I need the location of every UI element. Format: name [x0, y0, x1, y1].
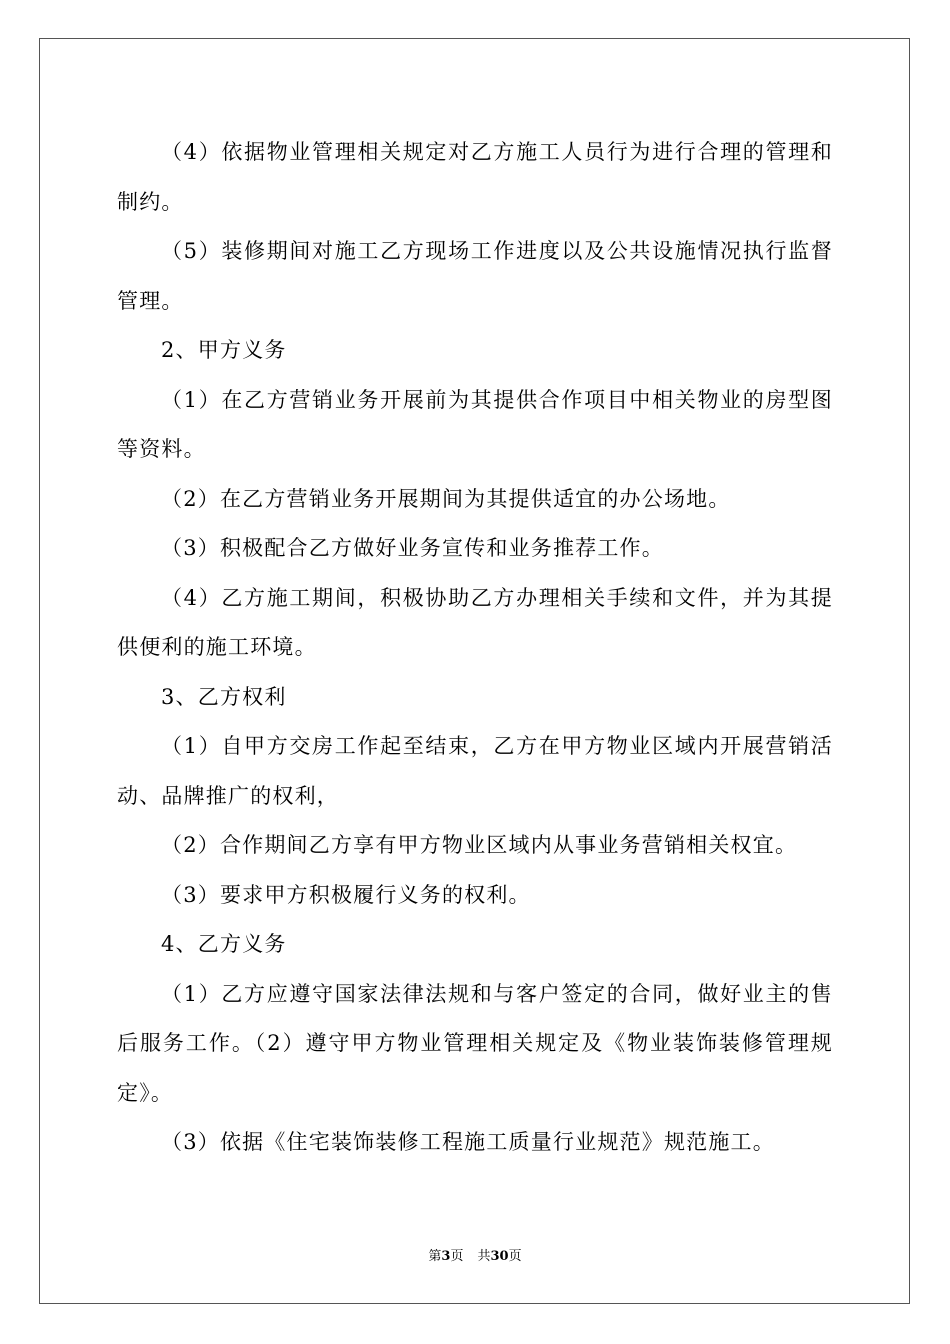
section-heading: 4、乙方义务 [161, 932, 287, 956]
paragraph: （4）依据物业管理相关规定对乙方施工人员行为进行合理的管理和制约。 [117, 140, 833, 214]
paragraph: （1）自甲方交房工作起至结束，乙方在甲方物业区域内开展营销活动、品牌推广的权利， [117, 734, 833, 808]
page-prefix: 第 [428, 1249, 442, 1264]
page-footer [0, 1248, 950, 1266]
page-current: 3 [441, 1249, 451, 1264]
paragraph: （3）依据《住宅装饰装修工程施工质量行业规范》规范施工。 [161, 1130, 775, 1154]
paragraph: （2）合作期间乙方享有甲方物业区域内从事业务营销相关权宜。 [161, 833, 798, 857]
paragraph: （5）装修期间对施工乙方现场工作进度以及公共设施情况执行监督管理。 [117, 239, 833, 313]
page-suffix: 页 [450, 1249, 464, 1264]
page-total: 30 [490, 1249, 509, 1264]
section-heading: 3、乙方权利 [161, 684, 287, 709]
paragraph: （3）积极配合乙方做好业务宣传和业务推荐工作。 [161, 536, 664, 560]
paragraph: （1）在乙方营销业务开展前为其提供合作项目中相关物业的房型图等资料。 [117, 387, 833, 461]
total-suffix: 页 [508, 1249, 522, 1264]
paragraph: （3）要求甲方积极履行义务的权利。 [161, 882, 531, 907]
paragraph: （1）乙方应遵守国家法律法规和与客户签定的合同，做好业主的售后服务工作。（2）遵守甲方物业管理相关规定及《物业装饰装修管理规定》。 [117, 981, 833, 1105]
total-prefix: 共 [477, 1249, 491, 1264]
section-heading: 2、甲方义务 [161, 338, 287, 362]
paragraph: （2）在乙方营销业务开展期间为其提供适宜的办公场地。 [161, 486, 731, 511]
paragraph: （4）乙方施工期间，积极协助乙方办理相关手续和文件，并为其提供便利的施工环境。 [117, 585, 833, 659]
document-body [117, 128, 833, 1168]
